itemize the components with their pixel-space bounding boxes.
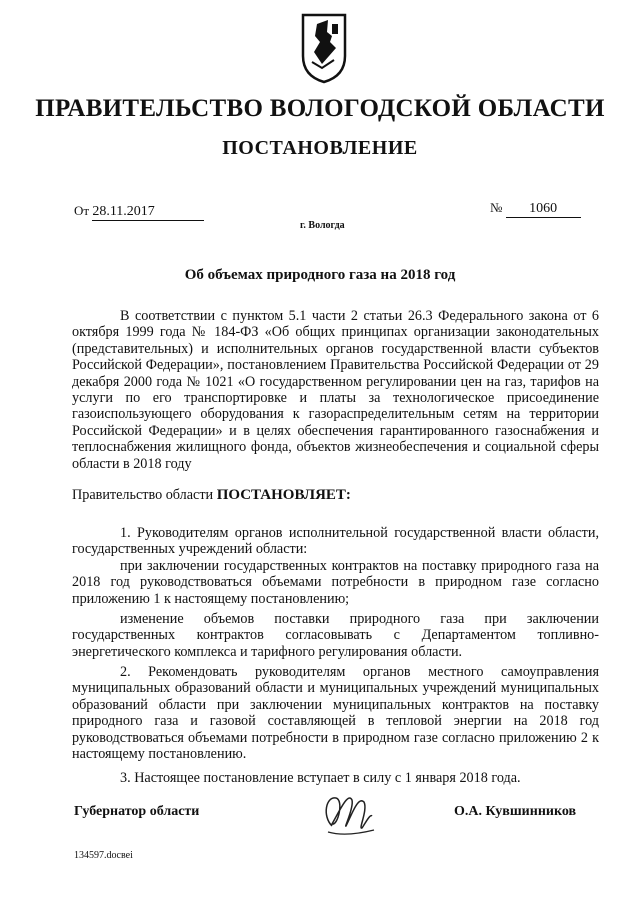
item-1: 1. Руководителям органов исполнительной государственной власти области, государственных учреждений области: [72, 525, 599, 558]
city: г. Вологда [300, 220, 345, 231]
item-2: 2. Рекомендовать руководителям органов местного самоуправления муниципальных образований области и муниципальных учреждений муниципальных образований области при заключении муниципальных контрактов на поставку природного газа и газовой составляющей в тепловой энергии на 2018 год руководствоваться объемами потребности в природном газе согласно приложению 2 к настоящему постановлению. [72, 664, 599, 763]
decree-line [72, 487, 599, 503]
date-line [74, 203, 204, 221]
signer-name: О.А. Кувшинников [454, 804, 577, 819]
preamble-paragraph: В соответствии с пунктом 5.1 части 2 статьи 26.3 Федерального закона от 6 октября 1999 года № 184-ФЗ «Об общих принципах организации законодательных (представительных) и исполнительных органов государственной власти субъектов Российской Федерации», постановлением Правительства Российской Федерации от 29 декабря 2000 года № 1021 «О государственном регулировании цен на газ, тарифов на услуги по его транспортировке и платы за технологическое присоединение газоиспользующего оборудования к газораспределительным сетям на территории Российской Федерации» и в целях обеспечения гарантированного газоснабжения и теплоснабжения жилищного фонда, объектов жизнеобеспечения и социальной сферы области в 2018 году [72, 308, 599, 472]
governor-title: Губернатор области [74, 804, 200, 819]
number-line [490, 200, 581, 218]
document-subject: Об объемах природного газа на 2018 год [184, 267, 456, 283]
number-prefix: № [490, 200, 503, 215]
coat-of-arms-icon [300, 12, 348, 84]
decree-prefix: Правительство области [72, 487, 214, 503]
item-1-a: при заключении государственных контрактов на поставку природного газа на 2018 год руководствоваться объемами потребности в природном газе согласно приложению 1 к настоящему постановлению; [72, 558, 599, 607]
file-reference: 134597.docвei [74, 850, 133, 861]
government-title: ПРАВИТЕЛЬСТВО ВОЛОГОДСКОЙ ОБЛАСТИ [35, 95, 605, 122]
signature-icon [318, 786, 378, 842]
document-number: 1060 [506, 201, 581, 218]
date-prefix: От [74, 203, 90, 218]
document-date: 28.11.2017 [92, 204, 204, 221]
item-1-b: изменение объемов поставки природного газа при заключении государственных контрактов согласовывать с Департаментом топливно-энергетического комплекса и тарифного регулирования области. [72, 611, 599, 660]
document-type: ПОСТАНОВЛЕНИЕ [222, 137, 418, 159]
decree-word: ПОСТАНОВЛЯЕТ: [216, 487, 351, 503]
item-3: 3. Настоящее постановление вступает в силу с 1 января 2018 года. [120, 770, 521, 786]
